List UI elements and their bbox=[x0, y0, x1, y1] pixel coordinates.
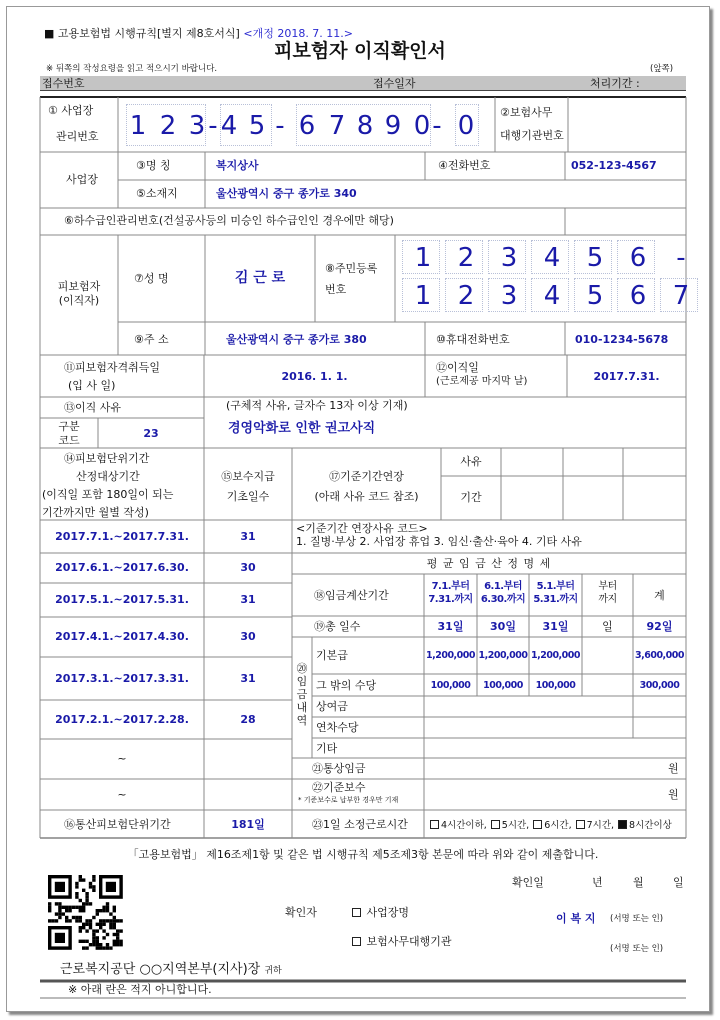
processing-period-label: 처리기간 : bbox=[590, 77, 640, 90]
rrn-label: ⑧주민등록 bbox=[325, 262, 378, 275]
receipt-date-label: 접수일자 bbox=[373, 77, 416, 90]
agency-number-label: ②보험사무 bbox=[500, 106, 553, 119]
reason-hint: (구체적 사유, 글자수 13자 이상 기재) bbox=[226, 399, 408, 412]
insured-address: 울산광역시 중구 종가로 380 bbox=[226, 333, 367, 346]
instruction-note: ※ 뒤쪽의 작성요령을 읽고 적으시기 바랍니다. bbox=[46, 64, 218, 74]
wage-amount-cell: 1,200,000 bbox=[426, 650, 475, 661]
reason-code-label: 구분 코드 bbox=[58, 420, 80, 447]
insured-section-label: 피보험자 (이직자) bbox=[57, 280, 101, 307]
base-pay-unit: 원 bbox=[668, 788, 679, 801]
allowance-label: 그 밖의 수당 bbox=[316, 679, 377, 692]
wage-days-cell: 31일 bbox=[542, 620, 569, 633]
mgmt-digit: 0 bbox=[413, 111, 431, 141]
period-label: ⑭피보험단위기간 산정대상기간 (이직일 포함 180일이 되는 기간까지만 월별 작성) bbox=[42, 452, 174, 519]
rrn-digit: 6 bbox=[629, 243, 647, 273]
wage-amount-cell: 300,000 bbox=[639, 680, 680, 691]
period-days: 30 bbox=[240, 630, 256, 643]
workplace-address: 울산광역시 중구 종가로 340 bbox=[216, 187, 357, 200]
wage-period-from: 부터 bbox=[598, 581, 617, 592]
mgmt-digit: 3 bbox=[188, 111, 206, 141]
period-range: 2017.2.1.~2017.2.28. bbox=[55, 712, 189, 726]
left-date: 2017.7.31. bbox=[593, 370, 660, 383]
wage-period-label: ⑱임금계산기간 bbox=[314, 589, 389, 602]
period-days: 31 bbox=[240, 593, 256, 606]
option-workplace[interactable]: 사업장명 bbox=[352, 906, 409, 920]
confirm-date-label: 확인일 bbox=[512, 876, 544, 889]
extension-reason-label: 사유 bbox=[460, 455, 482, 468]
checkbox-workplace[interactable] bbox=[352, 908, 361, 917]
annual-leave-pay-label: 연차수당 bbox=[316, 721, 359, 734]
mgmt-digit: 1 bbox=[129, 111, 147, 141]
wage-days-cell: 30일 bbox=[490, 620, 516, 633]
insured-mobile: 010-1234-5678 bbox=[575, 333, 669, 346]
period-days: 30 bbox=[240, 561, 256, 574]
signature-label-2: (서명 또는 인) bbox=[610, 944, 664, 954]
subcontract-label: ⑥하수급인관리번호(건설공사등의 미승인 하수급인인 경우에만 해당) bbox=[64, 214, 394, 227]
reason-code: 23 bbox=[143, 427, 159, 440]
mgmt-digit: 5 bbox=[248, 111, 266, 141]
hours-option-label: 5시간, bbox=[501, 820, 530, 831]
checkbox-agency[interactable] bbox=[352, 937, 361, 946]
extension-period-label: 기간 bbox=[460, 491, 482, 504]
wage-table-title: 평 균 임 금 산 정 명 세 bbox=[426, 557, 552, 570]
period-range: 2017.7.1.~2017.7.31. bbox=[55, 529, 189, 543]
confirm-day-label: 일 bbox=[673, 876, 684, 889]
other-pay-label: 기타 bbox=[316, 742, 338, 755]
page-title: 피보험자 이직확인서 bbox=[274, 40, 446, 62]
rrn-digit: 5 bbox=[586, 281, 604, 311]
rrn-digit: 5 bbox=[586, 243, 604, 273]
bottom-note: ※ 아래 란은 적지 아니합니다. bbox=[68, 983, 212, 996]
submission-statement: 「고용보험법」 제16조제1항 및 같은 법 시행규칙 제5조제3항 본문에 따라 위와 같이 제출합니다. bbox=[127, 848, 599, 861]
confirmer-label: 확인자 bbox=[285, 906, 317, 919]
total-period-label: ⑯통산피보험단위기간 bbox=[64, 818, 171, 831]
mgmt-digit: 4 bbox=[220, 111, 238, 141]
form-reference: ■ 고용보험법 시행규칙[별지 제8호서식] <개정 2018. 7. 11.> bbox=[44, 27, 354, 40]
mgmt-digit: - bbox=[432, 111, 442, 141]
period-days: 28 bbox=[240, 712, 256, 726]
acquired-date: 2016. 1. 1. bbox=[281, 370, 348, 383]
agency-number-label-2: 대행기관번호 bbox=[500, 129, 564, 142]
period-range: 2017.4.1.~2017.4.30. bbox=[55, 630, 189, 643]
basic-pay-label: 기본급 bbox=[316, 649, 348, 662]
wage-period-to: 7.31.까지 bbox=[428, 594, 473, 605]
period-range: ~ bbox=[117, 787, 127, 801]
mgmt-digit: 2 bbox=[159, 111, 177, 141]
wage-period-from: 6.1.부터 bbox=[484, 581, 522, 592]
period-range: ~ bbox=[117, 752, 127, 765]
acquired-date-label: ⑪피보험자격취득일 bbox=[64, 361, 161, 374]
wage-amount-cell: 1,200,000 bbox=[531, 650, 580, 661]
rrn-digit: 1 bbox=[414, 281, 432, 311]
reason-text: 경영악화로 인한 권고사직 bbox=[228, 421, 376, 436]
wage-days-cell: 일 bbox=[602, 620, 613, 633]
signature-label-1: (서명 또는 인) bbox=[610, 914, 664, 924]
front-side-label: (앞쪽) bbox=[650, 64, 674, 74]
total-period: 181일 bbox=[231, 818, 265, 831]
mgmt-number-label-2: 관리번호 bbox=[56, 130, 99, 143]
period-range: 2017.3.1.~2017.3.31. bbox=[55, 671, 189, 685]
rrn-digit: 3 bbox=[500, 281, 518, 311]
insured-name: 김 근 로 bbox=[234, 270, 286, 286]
mgmt-digit: - bbox=[208, 111, 218, 141]
rrn-digit: - bbox=[676, 243, 686, 273]
period-range: 2017.5.1.~2017.5.31. bbox=[55, 593, 189, 606]
signer-name: 이 복 지 bbox=[556, 912, 596, 925]
workplace-phone: 052-123-4567 bbox=[571, 159, 657, 172]
mgmt-digit: 7 bbox=[328, 111, 346, 141]
acquired-date-label-2: (입 사 일) bbox=[68, 379, 116, 392]
wage-days-cell: 31일 bbox=[437, 620, 464, 633]
hours-option-label: 8시간이상 bbox=[629, 820, 672, 831]
rrn-digit: 6 bbox=[629, 281, 647, 311]
option-agency[interactable]: 보험사무대행기관 bbox=[352, 935, 452, 949]
period-range: 2017.6.1.~2017.6.30. bbox=[55, 561, 189, 574]
wage-amount-cell: 100,000 bbox=[430, 680, 471, 691]
wage-period-from: 5.1.부터 bbox=[536, 581, 575, 592]
mgmt-digit: 6 bbox=[298, 111, 316, 141]
hours-option-label: 6시간, bbox=[544, 820, 572, 831]
mgmt-digit: - bbox=[275, 111, 285, 141]
rrn-digit: 1 bbox=[414, 243, 432, 273]
wage-period-to: 5.31.까지 bbox=[533, 594, 578, 605]
mgmt-digit: 0 bbox=[457, 111, 475, 141]
wage-amount-cell: 3,600,000 bbox=[635, 650, 684, 661]
mobile-label: ⑩휴대전화번호 bbox=[436, 333, 510, 346]
name-label: ③명 칭 bbox=[136, 159, 171, 172]
base-pay-label: ㉒기준보수 bbox=[312, 781, 366, 794]
rrn-digit: 2 bbox=[457, 281, 475, 311]
phone-label: ④전화번호 bbox=[438, 159, 491, 172]
confirm-year-label: 년 bbox=[592, 876, 603, 889]
wage-amount-cell: 100,000 bbox=[535, 680, 576, 691]
period-days: 31 bbox=[240, 529, 256, 543]
hours-option-label: 4시간이하, bbox=[441, 820, 487, 831]
left-date-label-2: (근로제공 마지막 날) bbox=[436, 376, 528, 387]
hours-option-label: 7시간, bbox=[586, 820, 615, 831]
ordinary-wage-unit: 원 bbox=[668, 762, 679, 775]
left-date-label: ⑫이직일 bbox=[436, 361, 479, 374]
period-days: 31 bbox=[240, 671, 256, 685]
address-label: ⑤소재지 bbox=[136, 187, 178, 200]
rrn-digit: 4 bbox=[543, 243, 561, 273]
insured-address-label: ⑨주 소 bbox=[134, 333, 169, 346]
bonus-label: 상여금 bbox=[316, 700, 348, 713]
wage-total-header: 계 bbox=[654, 589, 665, 602]
wage-period-to: 6.30.까지 bbox=[480, 594, 526, 605]
rrn-digit: 4 bbox=[543, 281, 561, 311]
base-pay-note: * 기준보수로 납부한 경우만 기재 bbox=[298, 796, 399, 804]
extension-codes: <기준기간 연장사유 코드> 1. 질병·부상 2. 사업장 휴업 3. 임신·출산·육아 4. 기타 사유 bbox=[296, 522, 582, 548]
rrn-label-2: 번호 bbox=[325, 283, 347, 296]
wage-days-cell: 92일 bbox=[646, 620, 673, 633]
wage-amount-cell: 100,000 bbox=[483, 680, 523, 691]
days-label: ⑲총 일수 bbox=[314, 620, 361, 633]
paid-days-label: ⑮보수지급 기초일수 bbox=[221, 470, 275, 503]
rrn-digit: 3 bbox=[500, 243, 518, 273]
receipt-number-label: 접수번호 bbox=[42, 77, 85, 90]
workplace-name: 복지상사 bbox=[216, 159, 259, 172]
wage-period-to: 까지 bbox=[598, 594, 617, 605]
mgmt-digit: 8 bbox=[356, 111, 374, 141]
rrn-digit: 2 bbox=[457, 243, 475, 273]
recipient: 근로복지공단 ○○지역본부(지사)장 귀하 bbox=[60, 962, 282, 977]
wage-period-from: 7.1.부터 bbox=[431, 581, 470, 592]
wage-amount-cell: 1,200,000 bbox=[478, 650, 528, 661]
reason-label: ⑬이직 사유 bbox=[64, 401, 122, 414]
daily-hours-label: ㉓1일 소정근로시간 bbox=[312, 818, 408, 831]
ordinary-wage-label: ㉑통상임금 bbox=[312, 762, 366, 775]
confirm-month-label: 월 bbox=[633, 876, 644, 889]
rrn-digit: 7 bbox=[672, 281, 690, 311]
workplace-section-label: 사업장 bbox=[66, 173, 98, 186]
insured-name-label: ⑦성 명 bbox=[134, 272, 169, 285]
extension-label: ⑰기준기간연장 (아래 사유 코드 참조) bbox=[314, 470, 419, 503]
mgmt-digit: 9 bbox=[384, 111, 402, 141]
wage-detail-label: ⑳임금내역 bbox=[296, 662, 308, 727]
mgmt-number-label: ① 사업장 bbox=[48, 104, 94, 117]
